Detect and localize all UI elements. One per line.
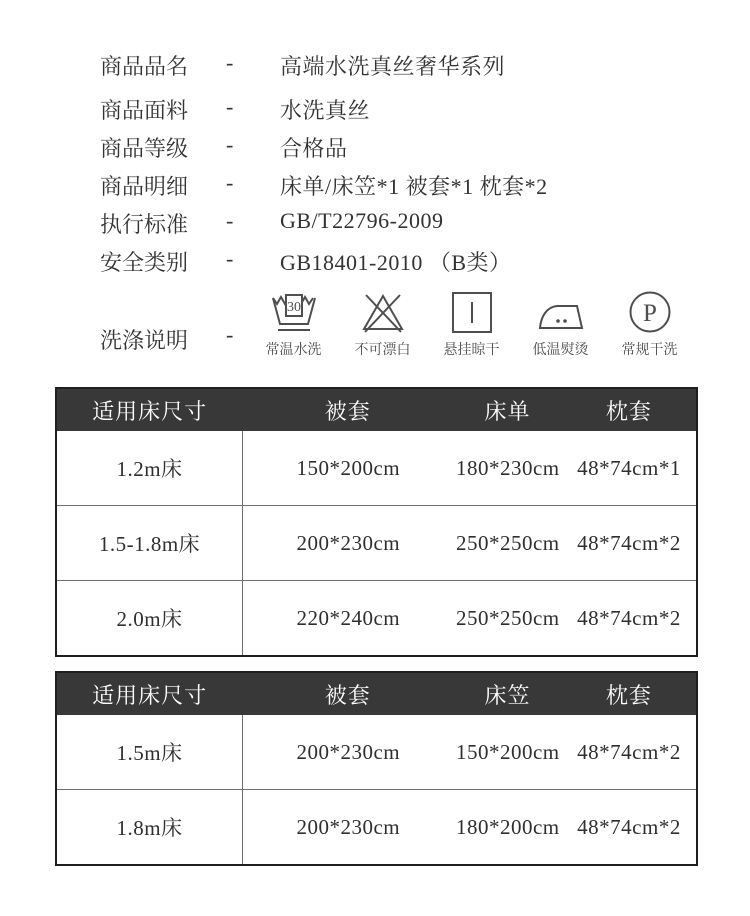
table-cell: 1.5m床 bbox=[57, 715, 243, 789]
svg-text:P: P bbox=[642, 300, 657, 327]
spec-dash: - bbox=[226, 170, 234, 195]
wash-30-icon bbox=[270, 289, 318, 337]
care-item-iron-low bbox=[516, 289, 605, 359]
table-header-cell: 被套 bbox=[324, 682, 371, 708]
table-cell: 220*240cm bbox=[296, 605, 401, 630]
spec-value: 床单/床笠*1 被套*1 枕套*2 bbox=[280, 174, 548, 199]
table-header-cell: 被套 bbox=[324, 398, 371, 424]
iron-low-temp-icon bbox=[537, 289, 585, 337]
table-row bbox=[57, 431, 696, 505]
spec-dash: - bbox=[226, 246, 234, 271]
bed-size-table-fitted bbox=[55, 671, 698, 866]
spec-dash: - bbox=[226, 208, 234, 233]
spec-value: 水洗真丝 bbox=[280, 98, 371, 123]
spec-dash: - bbox=[226, 50, 234, 75]
hang-dry-icon bbox=[448, 289, 496, 337]
spec-value: GB18401-2010 （B类） bbox=[280, 250, 512, 275]
spec-label: 安全类别 bbox=[100, 250, 189, 275]
table-header-cell: 床笠 bbox=[484, 682, 531, 708]
spec-label: 商品品名 bbox=[100, 54, 189, 79]
svg-text:30: 30 bbox=[286, 300, 301, 315]
bed-size-table-sheet bbox=[55, 387, 698, 657]
table-cell: 1.5-1.8m床 bbox=[57, 506, 243, 580]
table-header-cell: 枕套 bbox=[605, 682, 652, 708]
spec-label: 商品明细 bbox=[100, 174, 189, 199]
table-header-cell: 枕套 bbox=[605, 398, 652, 424]
table-header-row bbox=[57, 389, 696, 431]
care-caption: 低温熨烫 bbox=[532, 343, 589, 358]
spec-dash: - bbox=[226, 132, 234, 157]
spec-label: 商品等级 bbox=[100, 136, 189, 161]
dry-clean-p-icon bbox=[626, 289, 674, 337]
care-caption: 常温水洗 bbox=[265, 343, 322, 358]
spec-value: 合格品 bbox=[280, 136, 348, 161]
spec-row-fabric bbox=[0, 94, 750, 122]
spec-row-safety-class bbox=[0, 246, 750, 274]
table-cell: 200*230cm bbox=[296, 530, 401, 555]
spec-label: 执行标准 bbox=[100, 212, 189, 237]
table-cell: 150*200cm bbox=[296, 455, 401, 480]
table-cell: 1.2m床 bbox=[57, 431, 243, 505]
table-cell: 48*74cm*2 bbox=[577, 739, 681, 764]
table-cell: 48*74cm*2 bbox=[577, 530, 681, 555]
table-cell: 150*200cm bbox=[455, 739, 560, 764]
spec-row-product-name bbox=[0, 50, 750, 78]
table-header-cell: 适用床尺寸 bbox=[92, 682, 208, 708]
table-cell: 48*74cm*2 bbox=[577, 814, 681, 839]
table-cell: 180*200cm bbox=[455, 814, 560, 839]
table-row bbox=[57, 505, 696, 580]
table-cell: 48*74cm*1 bbox=[577, 455, 681, 480]
care-item-dry-clean bbox=[605, 289, 694, 359]
spec-row-grade bbox=[0, 132, 750, 160]
table-header-cell: 床单 bbox=[484, 398, 531, 424]
spec-dash: - bbox=[226, 322, 234, 347]
no-bleach-icon bbox=[359, 289, 407, 337]
table-cell: 180*230cm bbox=[455, 455, 560, 480]
spec-value: 高端水洗真丝奢华系列 bbox=[280, 54, 506, 79]
care-item-no-bleach bbox=[338, 289, 427, 359]
table-cell: 200*230cm bbox=[296, 814, 401, 839]
care-caption: 常规干洗 bbox=[621, 343, 678, 358]
table-cell: 1.8m床 bbox=[57, 790, 243, 864]
care-icons-row bbox=[249, 289, 694, 359]
table-header-cell: 适用床尺寸 bbox=[92, 398, 208, 424]
table-cell: 200*230cm bbox=[296, 739, 401, 764]
spec-row-standard bbox=[0, 208, 750, 236]
spec-row-contents bbox=[0, 170, 750, 198]
spec-value: GB/T22796-2009 bbox=[280, 208, 444, 233]
table-header-row bbox=[57, 673, 696, 715]
table-row bbox=[57, 789, 696, 864]
table-cell: 250*250cm bbox=[455, 530, 560, 555]
care-item-wash-30 bbox=[249, 289, 338, 359]
care-caption: 悬挂晾干 bbox=[443, 343, 500, 358]
table-cell: 48*74cm*2 bbox=[577, 605, 681, 630]
care-caption: 不可漂白 bbox=[354, 343, 411, 358]
spec-dash: - bbox=[226, 94, 234, 119]
table-cell: 2.0m床 bbox=[57, 581, 243, 655]
spec-label: 商品面料 bbox=[100, 98, 189, 123]
table-cell: 250*250cm bbox=[455, 605, 560, 630]
table-row bbox=[57, 715, 696, 789]
care-item-hang-dry bbox=[427, 289, 516, 359]
care-instructions-label: 洗涤说明 bbox=[100, 328, 189, 353]
table-row bbox=[57, 580, 696, 655]
